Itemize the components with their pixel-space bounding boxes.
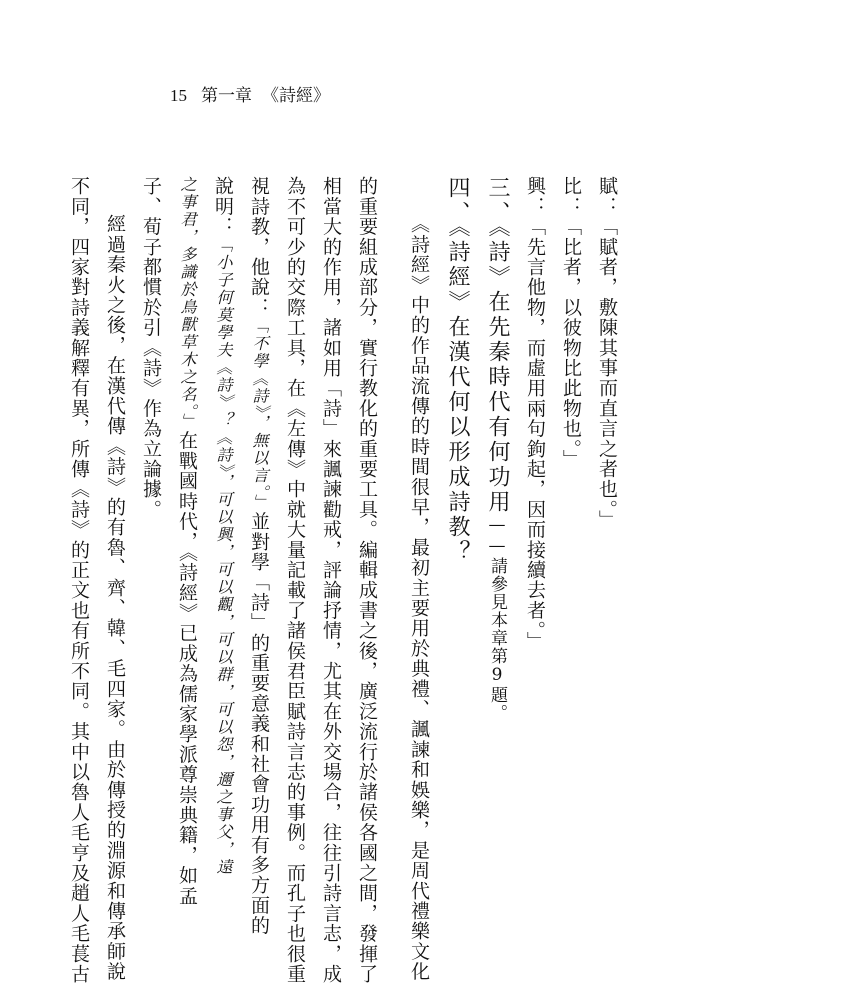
definition-bi: 比：「比者，以彼物比此物也。」 (560, 176, 582, 470)
paragraph-1-line-1: 《詩經》中的作品流傳的時間很早，最初主要用於典禮、諷諫和娛樂，是周代禮樂文化 (408, 214, 430, 982)
paragraph-2-line-2: 不同，四家對詩義解釋有異，所傳《詩》的正文也有所不同。其中以魯人毛亨及趙人毛萇古 (68, 176, 90, 984)
page-number: 15 (170, 86, 187, 105)
section-3-reference: ——請參見本章第9題。 (487, 515, 507, 722)
paragraph-1-line-6-start: 說明： (212, 176, 234, 237)
definition-xing: 興：「先言他物，而虛用兩句鉤起，因而接續去者。」 (524, 176, 546, 652)
definition-fu: 賦：「賦者，敷陳其事而直言之者也。」 (596, 176, 618, 531)
paragraph-1-line-7-end: 在戰國時代，《詩經》已成為儒家學派尊崇典籍，如孟 (176, 430, 198, 906)
vertical-body-text (68, 176, 625, 984)
confucius-quote-1: 「不學《詩》，無以言。」 (250, 317, 269, 512)
section-3-title: 三、《詩》在先秦時代有何功用 (485, 176, 510, 515)
paragraph-1-line-4: 為不可少的交際工具，在《左傳》中就大量記載了諸侯君臣賦詩言志的事例。而孔子也很重 (284, 176, 306, 984)
running-header (170, 84, 330, 108)
paragraph-1-line-5-start: 視詩教，他說： (248, 176, 270, 318)
paragraph-1-line-5-end: 並對學「詩」的重要意義和社會功用有多方面的 (248, 511, 270, 936)
chapter-label: 第一章 (201, 86, 252, 106)
paragraph-1-line-5 (241, 176, 277, 936)
confucius-quote-2-cont: 之事君，多識於鳥獸草木之名。」 (178, 176, 197, 431)
confucius-quote-2: 「小子何莫學夫《詩》？《詩》，可以興，可以觀，可以群，可以怨，邇之事父，遠 (214, 236, 233, 877)
paragraph-1-line-8: 子、荀子都慣於引《詩》作為立論據。 (140, 176, 162, 520)
section-3-heading (477, 176, 517, 816)
section-4-heading: 四、《詩經》在漢代何以形成詩教？ (445, 176, 470, 565)
chapter-title: 《詩經》 (262, 86, 330, 106)
paragraph-2-line-1: 經過秦火之後，在漢代傳《詩》的有魯、齊、韓、毛四家。由於傳授的淵源和傳承師說 (104, 214, 126, 982)
paragraph-1-line-6 (205, 176, 241, 877)
paragraph-1-line-2: 的重要組成部分，實行教化的重要工具。編輯成書之後，廣泛流行於諸侯各國之間，發揮了 (356, 176, 378, 984)
paragraph-1-line-7 (169, 176, 205, 906)
paragraph-1-line-3: 相當大的作用，諸如用「詩」來諷諫勸戒，評論抒情，尤其在外交場合，往往引詩言志，成 (320, 176, 342, 984)
